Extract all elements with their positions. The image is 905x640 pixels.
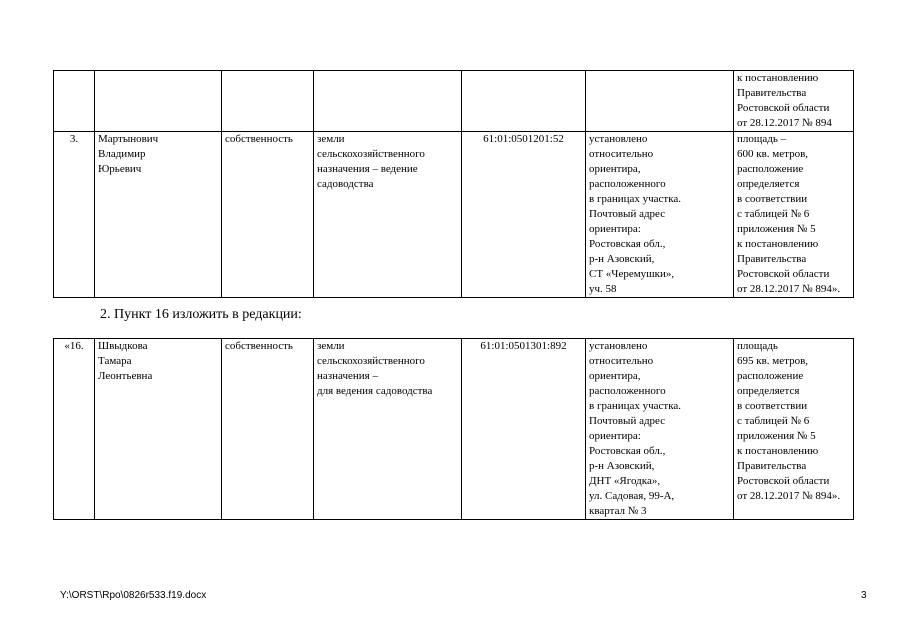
cell-location <box>586 71 734 132</box>
paragraph-text: 2. Пункт 16 изложить в редакции: <box>100 307 302 322</box>
text-line: ул. Садовая, 99-А, <box>589 490 675 502</box>
text-line: 695 кв. метров, <box>737 355 809 367</box>
owner-name <box>98 132 218 177</box>
text-line: Ростовской области <box>737 268 830 280</box>
text-line: установлено <box>589 340 648 352</box>
text-line: Ростовская обл., <box>589 238 666 250</box>
text-line: сельскохозяйственного <box>317 148 425 160</box>
text-line: Правительства <box>737 460 807 472</box>
text-line: для ведения садоводства <box>317 385 433 397</box>
text-line: Тамара <box>98 355 132 367</box>
text-line: Леонтьевна <box>98 370 153 382</box>
text-line: садоводства <box>317 178 374 190</box>
cell-location <box>586 132 734 298</box>
text-line: определяется <box>737 385 800 397</box>
text-line: сельскохозяйственного <box>317 355 425 367</box>
cell-note <box>734 339 854 520</box>
text-line: к постановлению <box>737 445 819 457</box>
cell-number: 3. <box>54 132 95 298</box>
cell-cadastral: 61:01:0501201:52 <box>462 132 586 298</box>
text-line: от 28.12.2017 № 894». <box>737 490 841 502</box>
cell-right: собственность <box>222 132 314 298</box>
text-line: Юрьевич <box>98 163 142 175</box>
text-line: 600 кв. метров, <box>737 148 809 160</box>
text-line: уч. 58 <box>589 283 617 295</box>
text-line: с таблицей № 6 <box>737 415 810 427</box>
text-line: назначения – <box>317 370 378 382</box>
text-line: от 28.12.2017 № 894». <box>737 283 841 295</box>
location-text <box>589 339 730 519</box>
text-line: СТ «Черемушки», <box>589 268 675 280</box>
text-line: расположение <box>737 370 804 382</box>
cell-category <box>314 132 462 298</box>
text-line: установлено <box>589 133 648 145</box>
text-line: расположенного <box>589 385 666 397</box>
text-line: земли <box>317 133 345 145</box>
text-line: ДНТ «Ягодка», <box>589 475 661 487</box>
land-category <box>317 339 458 399</box>
land-category <box>317 132 458 192</box>
text-line: ориентира, <box>589 370 641 382</box>
text-line: относительно <box>589 355 654 367</box>
cell-cadastral: 61:01:0501301:892 <box>462 339 586 520</box>
table-row <box>54 132 854 298</box>
note-text <box>737 339 850 504</box>
cell-number <box>54 71 95 132</box>
text-line: земли <box>317 340 345 352</box>
text-line: к постановлению <box>737 72 819 84</box>
text-line: назначения – ведение <box>317 163 418 175</box>
text-line: р-н Азовский, <box>589 253 655 265</box>
cell-category <box>314 339 462 520</box>
text-line: относительно <box>589 148 654 160</box>
text-line: Ростовская обл., <box>589 445 666 457</box>
text-line: от 28.12.2017 № 894 <box>737 117 832 129</box>
cell-note <box>734 71 854 132</box>
text-line: Почтовый адрес <box>589 208 666 220</box>
text-line: квартал № 3 <box>589 505 647 517</box>
text-line: ориентира: <box>589 223 641 235</box>
text-line: к постановлению <box>737 238 819 250</box>
note-text <box>737 71 850 131</box>
cell-right: собственность <box>222 339 314 520</box>
text-line: приложения № 5 <box>737 430 816 442</box>
land-table <box>53 338 854 520</box>
page-number: 3 <box>861 590 867 601</box>
text-line: Ростовской области <box>737 475 830 487</box>
text-line: площадь <box>737 340 778 352</box>
text-line: расположение <box>737 163 804 175</box>
land-table-continuation <box>53 70 854 298</box>
cell-number: «16. <box>54 339 95 520</box>
cell-category <box>314 71 462 132</box>
text-line: ориентира, <box>589 163 641 175</box>
text-line: Мартынович <box>98 133 159 145</box>
footer-file-path: Y:\ORST\Rpo\0826r533.f19.docx <box>60 590 207 601</box>
text-line: в соответствии <box>737 193 808 205</box>
text-line: определяется <box>737 178 800 190</box>
cell-name <box>95 71 222 132</box>
text-line: ориентира: <box>589 430 641 442</box>
text-line: с таблицей № 6 <box>737 208 810 220</box>
text-line: Владимир <box>98 148 146 160</box>
text-line: в границах участка. <box>589 193 682 205</box>
table-row <box>54 339 854 520</box>
text-line: расположенного <box>589 178 666 190</box>
text-line: Правительства <box>737 253 807 265</box>
text-line: р-н Азовский, <box>589 460 655 472</box>
text-line: площадь – <box>737 133 787 145</box>
text-line: Почтовый адрес <box>589 415 666 427</box>
text-line: в границах участка. <box>589 400 682 412</box>
cell-name <box>95 339 222 520</box>
location-text <box>589 132 730 297</box>
cell-note <box>734 132 854 298</box>
text-line: Швыдкова <box>98 340 148 352</box>
table-row <box>54 71 854 132</box>
note-text <box>737 132 850 297</box>
text-line: в соответствии <box>737 400 808 412</box>
cell-cadastral <box>462 71 586 132</box>
text-line: Ростовской области <box>737 102 830 114</box>
cell-name <box>95 132 222 298</box>
text-line: Правительства <box>737 87 807 99</box>
owner-name <box>98 339 218 384</box>
text-line: приложения № 5 <box>737 223 816 235</box>
cell-right <box>222 71 314 132</box>
cell-location <box>586 339 734 520</box>
